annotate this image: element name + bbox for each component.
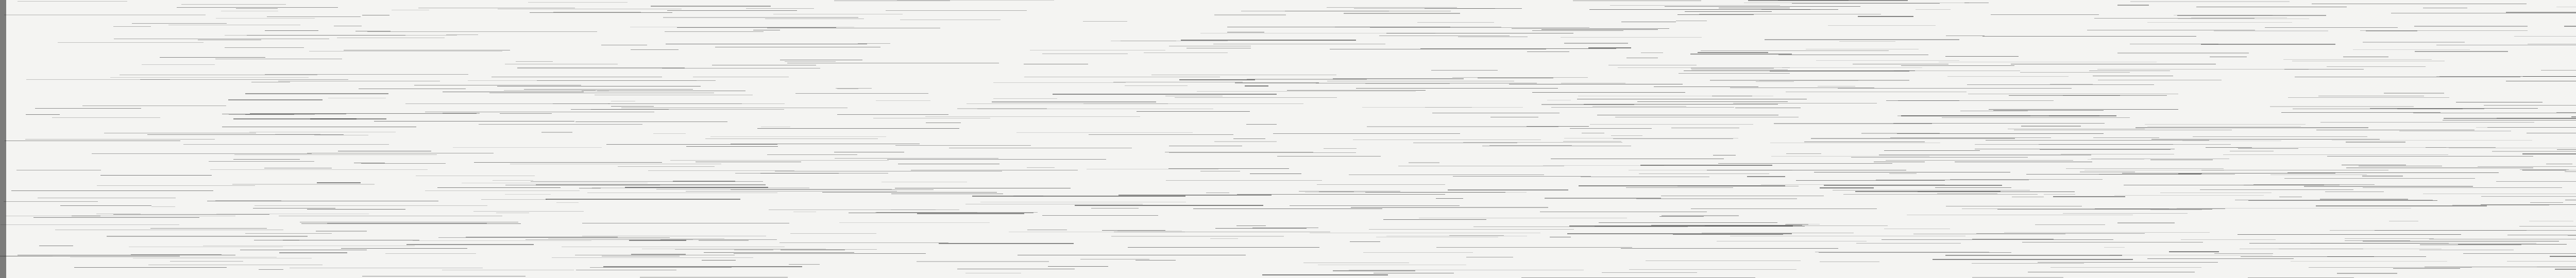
manuscript-text-block — [21, 9, 2576, 272]
manuscript-line-1 — [21, 9, 2576, 59]
manuscript-line-3 — [21, 112, 2576, 162]
leaf-left-edge — [0, 0, 6, 278]
manuscript-line-4 — [21, 164, 2576, 213]
manuscript-line-5 — [21, 215, 2576, 265]
manuscript-line-2 — [21, 61, 2576, 110]
